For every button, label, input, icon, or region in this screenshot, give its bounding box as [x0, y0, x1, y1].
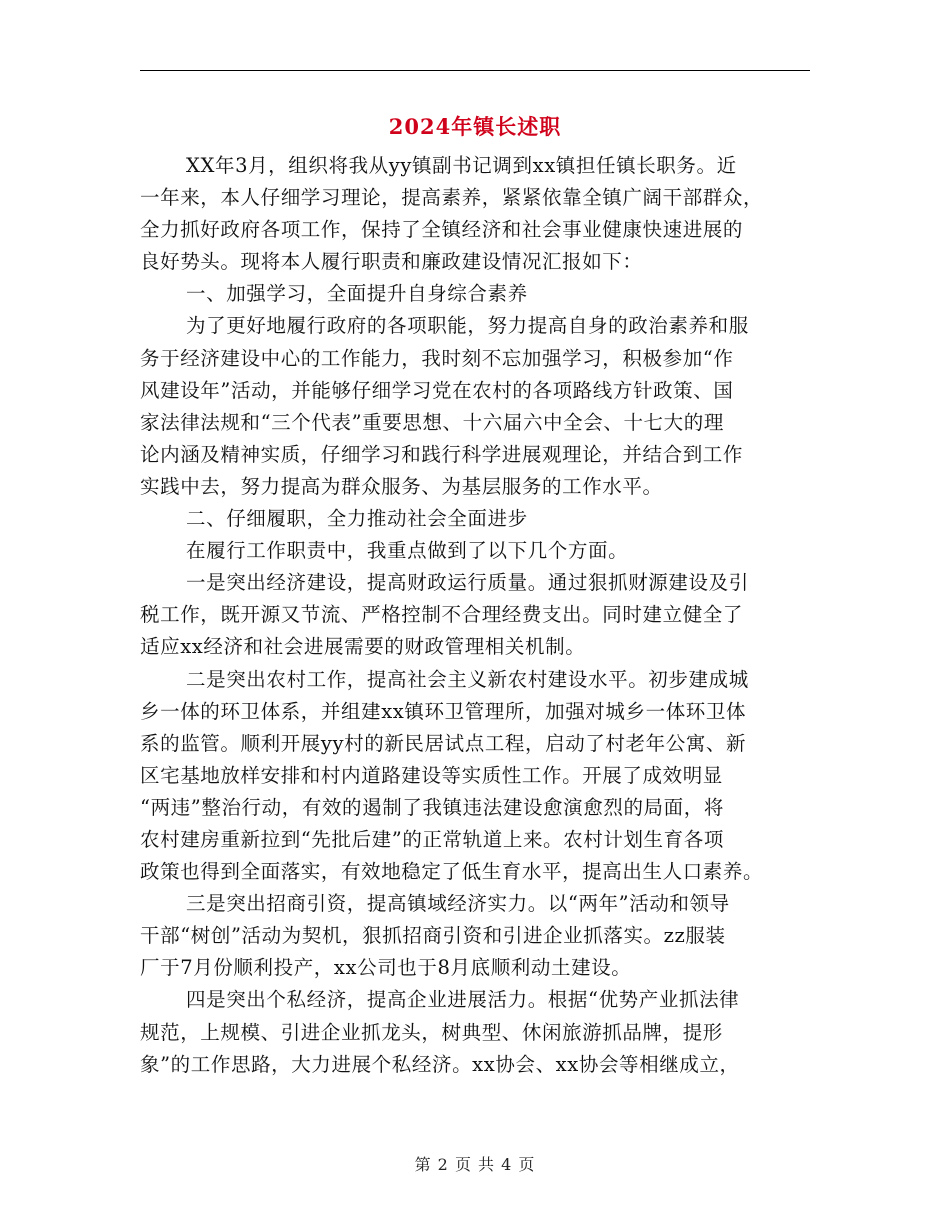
paragraph-line: 适应xx经济和社会进展需要的财政管理相关机制。	[140, 635, 586, 659]
paragraph-line: 全力抓好政府各项工作，保持了全镇经济和社会事业健康快速进展的	[140, 218, 744, 242]
paragraph-line: 家法律法规和“三个代表”重要思想、十六届六中全会、十七大的理	[140, 410, 724, 434]
paragraph-line: 务于经济建设中心的工作能力，我时刻不忘加强学习，积极参加“作	[140, 346, 734, 370]
header-rule	[140, 70, 810, 71]
paragraph-line: 为了更好地履行政府的各项职能，努力提高自身的政治素养和服	[186, 314, 749, 338]
document-title: 2024年镇长述职	[388, 114, 562, 139]
paragraph-line: 乡一体的环卫体系，并组建xx镇环卫管理所，加强对城乡一体环卫体	[140, 699, 747, 723]
paragraph-line: 政策也得到全面落实，有效地稳定了低生育水平，提高出生人口素养。	[140, 860, 764, 884]
paragraph-line: 一、加强学习，全面提升自身综合素养	[186, 282, 528, 306]
paragraph-line: 良好势头。现将本人履行职责和廉政建设情况汇报如下：	[140, 250, 643, 274]
paragraph-line: 规范，上规模、引进企业抓龙头，树典型、休闲旅游抓品牌，提形	[140, 1020, 723, 1044]
paragraph-line: 四是突出个私经济，提高企业进展活力。根据“优势产业抓法律	[186, 988, 740, 1012]
paragraph-line: 二、仔细履职，全力推动社会全面进步	[186, 507, 528, 531]
paragraph-line: 系的监管。顺利开展yy村的新民居试点工程，启动了村老年公寓、新	[140, 731, 747, 755]
paragraph-line: 象”的工作思路，大力进展个私经济。xx协会、xx协会等相继成立，	[140, 1052, 740, 1076]
paragraph-line: 税工作，既开源又节流、严格控制不合理经费支出。同时建立健全了	[140, 603, 744, 627]
paragraph-line: 实践中去，努力提高为群众服务、为基层服务的工作水平。	[140, 474, 663, 498]
document-body	[140, 150, 812, 1081]
paragraph-line: XX年3月，组织将我从yy镇副书记调到xx镇担任镇长职务。近	[186, 154, 737, 177]
paragraph-line: 干部“树创”活动为契机，狠抓招商引资和引进企业抓落实。zz服装	[140, 924, 726, 948]
page-number: 第 2 页 共 4 页	[414, 1155, 536, 1174]
paragraph-line: 二是突出农村工作，提高社会主义新农村建设水平。初步建成城	[186, 667, 749, 691]
paragraph-line: 农村建房重新拉到“先批后建”的正常轨道上来。农村计划生育各项	[140, 827, 724, 851]
paragraph-line: 一是突出经济建设，提高财政运行质量。通过狠抓财源建设及引	[186, 571, 749, 595]
paragraph-line: 一年来，本人仔细学习理论，提高素养，紧紧依靠全镇广阔干部群众，	[140, 186, 764, 210]
paragraph-line: 区宅基地放样安排和村内道路建设等实质性工作。开展了成效明显	[140, 763, 723, 787]
paragraph-line: “两违”整治行动，有效的遏制了我镇违法建设愈演愈烈的局面，将	[140, 795, 724, 819]
paragraph-line: 风建设年”活动，并能够仔细学习党在农村的各项路线方针政策、国	[140, 378, 734, 402]
paragraph-line: 厂于7月份顺利投产，xx公司也于8月底顺利动土建设。	[140, 956, 632, 980]
paragraph-line: 三是突出招商引资，提高镇域经济实力。以“两年”活动和领导	[186, 892, 730, 916]
paragraph-line: 在履行工作职责中，我重点做到了以下几个方面。	[186, 539, 629, 563]
paragraph-line: 论内涵及精神实质，仔细学习和践行科学进展观理论，并结合到工作	[140, 442, 744, 466]
